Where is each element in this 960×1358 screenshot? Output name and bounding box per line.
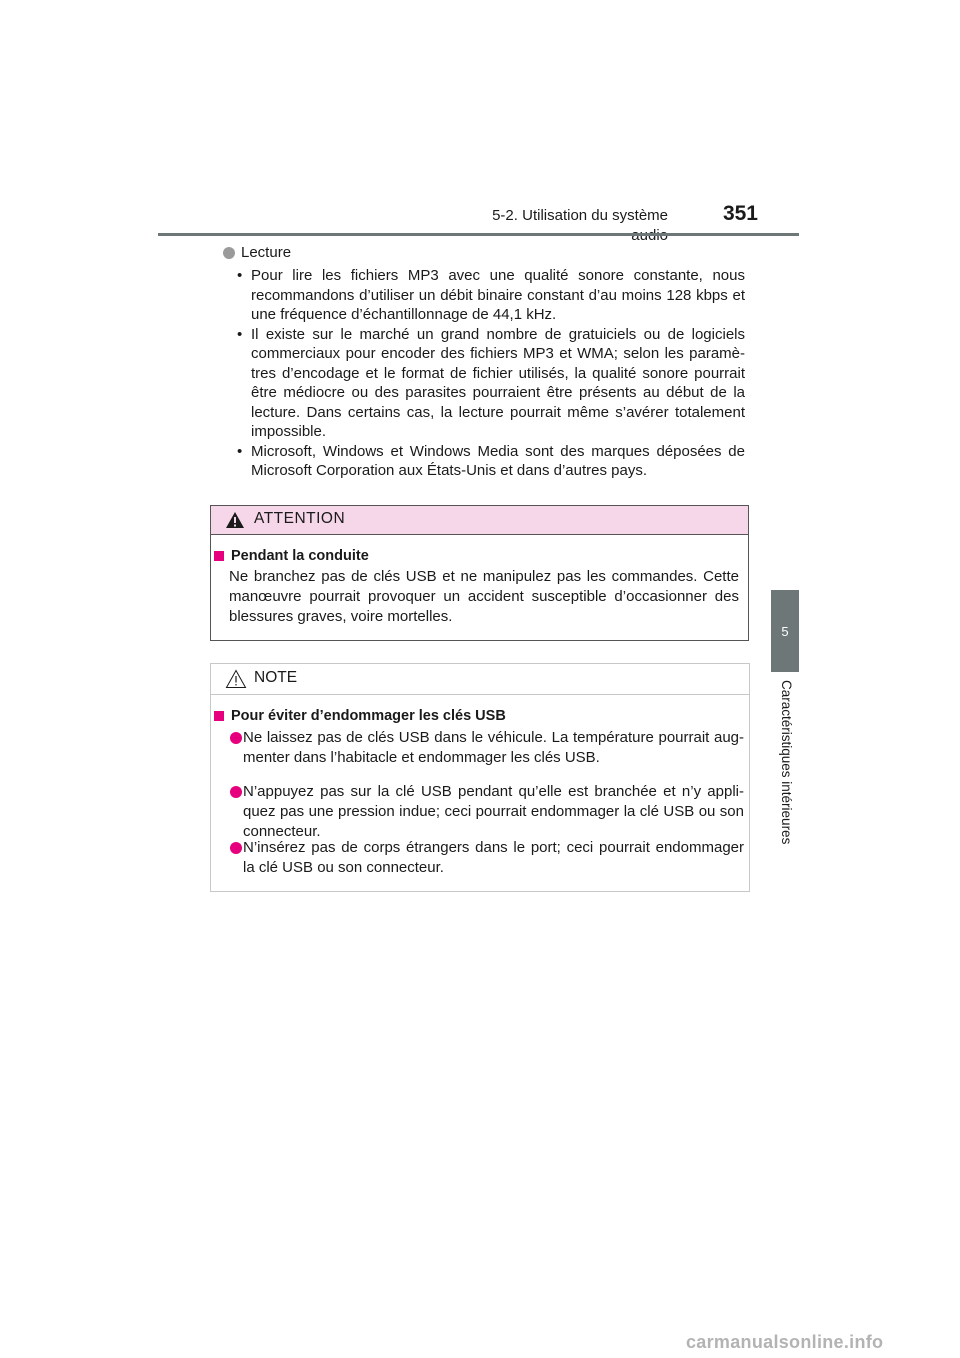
header-rule	[158, 233, 799, 236]
square-bullet-icon	[214, 551, 224, 561]
note-item-text: N’insérez pas de corps étrangers dans le port; ceci pourrait endommager la clé USB ou son connecteur.	[243, 839, 744, 876]
list-item	[229, 728, 744, 768]
circle-bullet-icon	[230, 786, 242, 798]
lecture-heading-label: Lecture	[241, 244, 292, 261]
square-bullet-icon	[214, 711, 224, 721]
chapter-caption	[776, 680, 796, 860]
chapter-title: Caractéristiques intérieures	[779, 680, 794, 845]
caution-triangle-icon	[225, 669, 247, 694]
note-item-text: N’appuyez pas sur la clé USB pendant qu’elle est branchée et n’y appli-quez pas une pression indue; ceci pourrait endommager la clé USB ou son connecteur.	[243, 783, 744, 840]
note-item-text: Ne laissez pas de clés USB dans le véhicule. La température pourrait aug-menter dans l’habitacle et endommager les clés USB.	[243, 729, 744, 766]
note-title: NOTE	[254, 669, 298, 686]
lecture-heading	[223, 243, 291, 263]
list-item: • Pour lire les fichiers MP3 avec une qualité sonore constante, nous recommandons d’utiliser un débit binaire constant d’au moins 128 kbps et une fréquence d’échantillonnage de 44,1 kHz.	[235, 266, 745, 325]
circle-bullet-icon	[230, 842, 242, 854]
attention-subheading-label: Pendant la conduite	[231, 548, 369, 564]
circle-bullet-icon	[230, 732, 242, 744]
attention-title: ATTENTION	[254, 510, 346, 527]
list-item: • Il existe sur le marché un grand nombre de gratuiciels ou de logiciels commerciaux pour encoder des fichiers MP3 et WMA; selon les paramè-tres d’encodage et le format de fichier utilisés, la qualité sonore pourrait être médiocre ou des parasites pourraient être présents au début de la lecture. Dans certains cas, la lecture pourrait même s’avérer totalement impossible.	[235, 325, 745, 442]
attention-box	[210, 505, 749, 641]
attention-text: Ne branchez pas de clés USB et ne manipulez pas les commandes. Cette manœuvre pourrait provoquer un accident susceptible d’occasionner des blessures graves, voire mortelles.	[229, 568, 739, 625]
circle-bullet-icon	[223, 247, 235, 259]
page-number: 351	[722, 202, 758, 225]
lecture-bullet-list	[235, 266, 745, 481]
warning-triangle-icon	[225, 511, 245, 534]
note-header	[211, 664, 749, 695]
attention-header	[211, 506, 748, 535]
watermark-text: carmanualsonline.info	[686, 1332, 884, 1352]
attention-subheading	[214, 546, 369, 566]
chapter-tab	[771, 590, 799, 672]
chapter-number: 5	[781, 623, 789, 639]
note-subheading-label: Pour éviter d’endommager les clés USB	[231, 708, 506, 724]
note-box	[210, 663, 750, 892]
list-item: • Microsoft, Windows et Windows Media sont des marques déposées de Microsoft Corporation aux États-Unis et dans d’autres pays.	[235, 442, 745, 481]
section-title: 5-2. Utilisation du système	[492, 207, 668, 224]
list-item	[229, 838, 744, 878]
note-subheading	[214, 706, 506, 726]
list-item	[229, 782, 744, 842]
